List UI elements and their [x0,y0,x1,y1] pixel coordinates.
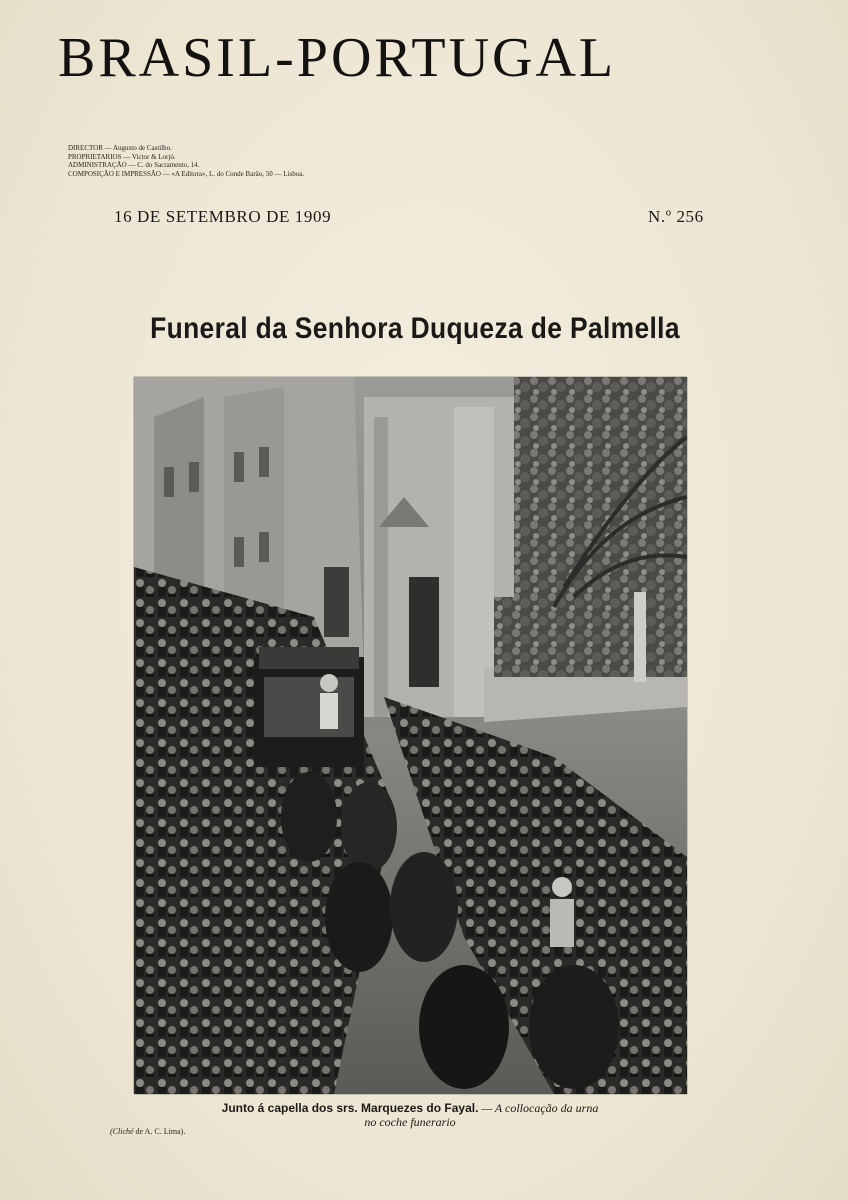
photo-credit-prefix: (Cliché [110,1127,134,1136]
article-headline: Funeral da Senhora Duqueza de Palmella [150,312,680,345]
administration-line: ADMINISTRAÇÃO — C. do Sacramento, 14. [68,161,200,170]
issue-number: N.º 256 [648,207,704,226]
owners-line: PROPRIETARIOS — Victor & Lorjó. [68,152,176,161]
masthead-title: BRASIL-PORTUGAL [58,27,617,89]
funeral-photograph [134,377,687,1094]
publisher-credits [68,144,488,178]
photo-caption [120,1101,700,1129]
photo-illustration [134,377,687,1094]
issue-date: 16 DE SETEMBRO DE 1909 [114,207,332,226]
photo-credit [110,1127,185,1136]
caption-description-1: — A collocação da urna [481,1101,599,1115]
printing-line: COMPOSIÇÃO E IMPRESSÃO — «A Editora», L. do Conde Barão, 50 — Lisboa. [68,169,305,178]
caption-title: Junto á capella dos srs. Marquezes do Fayal. [221,1101,479,1115]
caption-description-2: no coche funerario [364,1115,456,1129]
photo-credit-rest: de A. C. Lima). [135,1127,186,1136]
director-line: DIRECTOR — Augusto de Castilho. [68,144,172,152]
